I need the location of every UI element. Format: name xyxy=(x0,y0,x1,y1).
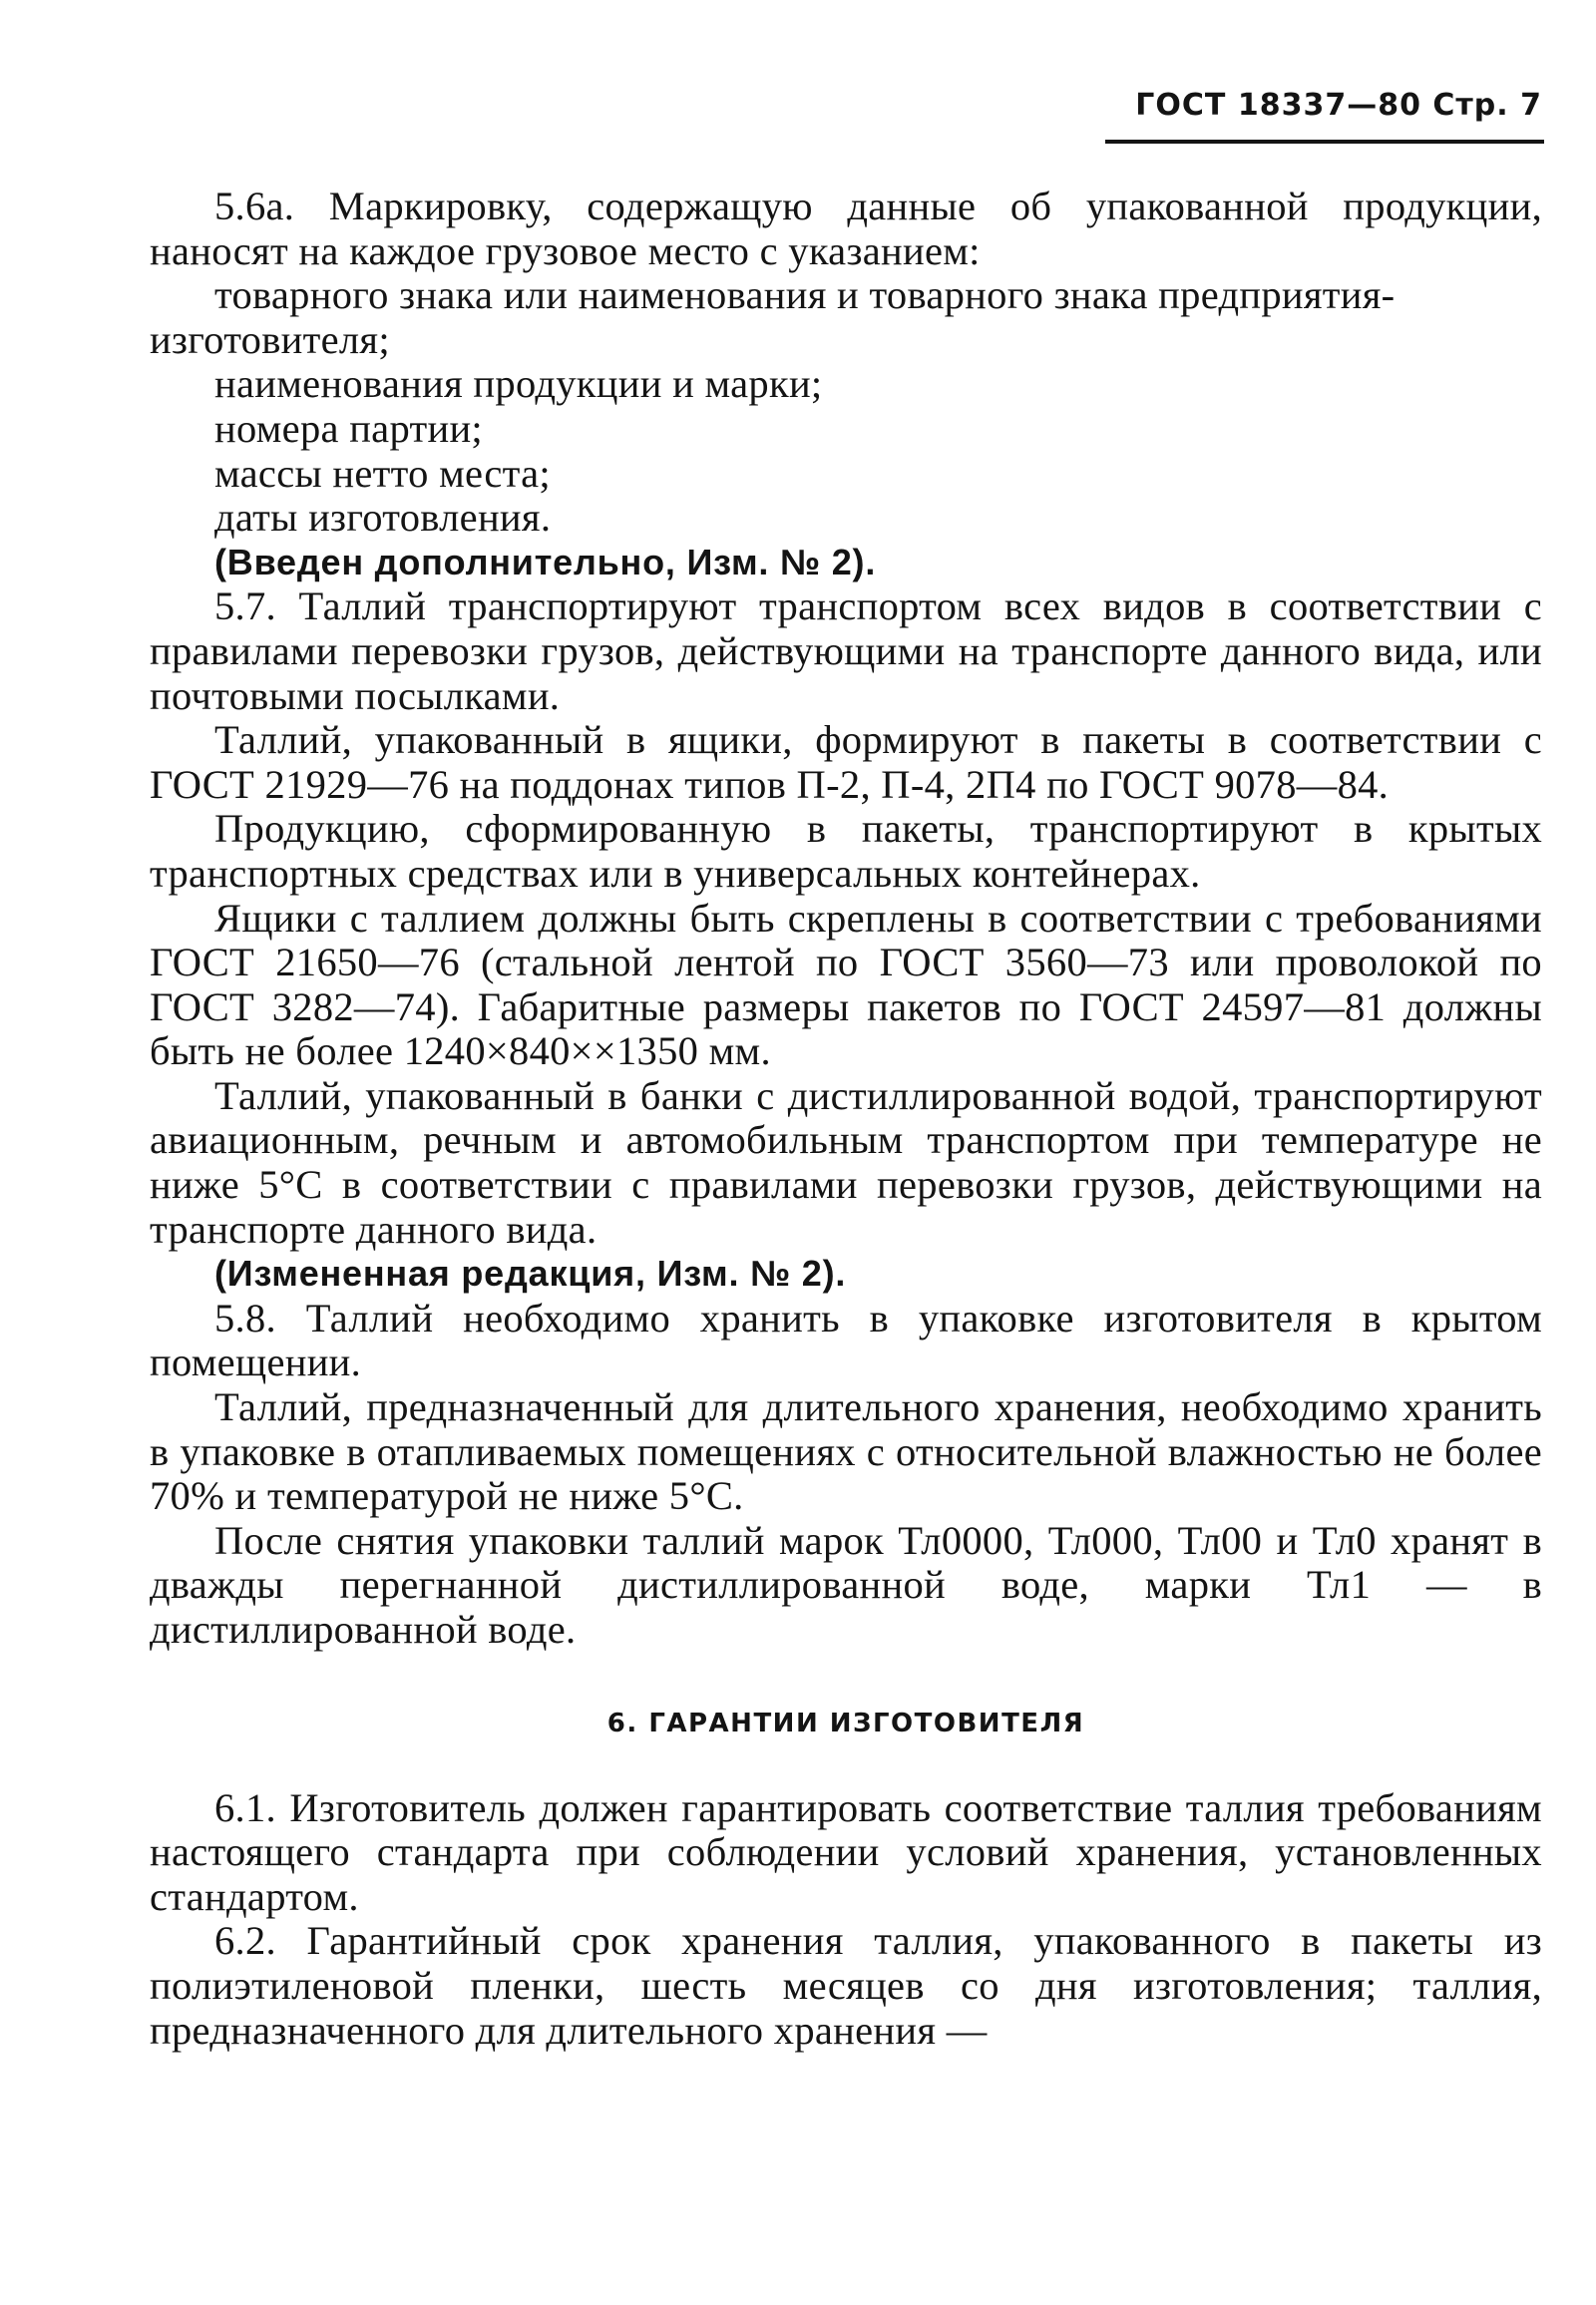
list-item: даты изготовления. xyxy=(214,495,552,541)
list-item: номера партии; xyxy=(214,405,483,451)
paragraph-5-8: 5.8. Таллий необходимо хранить в упаковке изготовителя в крытом помещении. xyxy=(150,1295,1542,1385)
paragraph-5-7-boxes: Ящики с таллием должны быть скреплены в соответствии с требованиями ГОСТ 21650—76 (стальной лентой по ГОСТ 3560—73 или проволокой по ГОСТ 3282—74). Габаритные размеры пакетов по ГОСТ 24597—81 должны быть не более 1240×840××1350 мм. xyxy=(150,895,1542,1074)
amendment-note: (Введен дополнительно, Изм. № 2). xyxy=(214,541,877,582)
paragraph-5-8-long-storage: Таллий, предназначенный для длительного хранения, необходимо хранить в упаковке в отапливаемых помещениях с относительной влажностью не более 70% и температурой не ниже 5°С. xyxy=(150,1384,1542,1519)
amendment-note: (Измененная редакция, Изм. № 2). xyxy=(214,1253,847,1295)
document-body xyxy=(150,185,1542,2053)
paragraph-6-2: 6.2. Гарантийный срок хранения таллия, упакованного в пакеты из полиэтиленовой пленки, шесть месяцев со дня изготовления; таллия, предназначенного для длительного хранения — xyxy=(150,1918,1542,2053)
section-heading: 6. ГАРАНТИИ ИЗГОТОВИТЕЛЯ xyxy=(606,1708,1085,1738)
list-item: товарного знака или наименования и товарного знака предприятия-изготовителя; xyxy=(150,272,1396,362)
paragraph-6-1: 6.1. Изготовитель должен гарантировать соответствие таллия требованиям настоящего стандарта при соблюдении условий хранения, установленных стандартом. xyxy=(150,1784,1542,1919)
paragraph-5-8-water: После снятия упаковки таллий марок Тл0000, Тл000, Тл00 и Тл0 хранят в дважды перегнанной дистиллированной воде, марки Тл1 — в дистиллированной воде. xyxy=(150,1517,1542,1652)
header-rule xyxy=(1105,140,1544,144)
paragraph-5-7-packets: Таллий, упакованный в ящики, формируют в пакеты в соответствии с ГОСТ 21929—76 на поддонах типов П-2, П-4, 2П4 по ГОСТ 9078—84. xyxy=(150,717,1542,807)
paragraph-5-6a: 5.6а. Маркировку, содержащую данные об упакованной продукции, наносят на каждое грузовое место с указанием: xyxy=(150,184,1542,273)
paragraph-5-7-cans: Таллий, упакованный в банки с дистиллированной водой, транспортируют авиационным, речным и автомобильным транспортом при температуре не ниже 5°С в соответствии с правилами перевозки грузов, действующими на транспорте данного вида. xyxy=(150,1072,1542,1252)
list-item: массы нетто места; xyxy=(214,450,551,496)
list-item: наименования продукции и марки; xyxy=(214,361,823,407)
paragraph-5-7: 5.7. Таллий транспортируют транспортом всех видов в соответствии с правилами перевозки грузов, действующими на транспорте данного вида, или почтовыми посылками. xyxy=(150,583,1542,718)
paragraph-5-7-transport: Продукцию, сформированную в пакеты, транспортируют в крытых транспортных средствах или в универсальных контейнерах. xyxy=(150,806,1542,896)
page-header: ГОСТ 18337—80 Стр. 7 xyxy=(1135,88,1542,123)
